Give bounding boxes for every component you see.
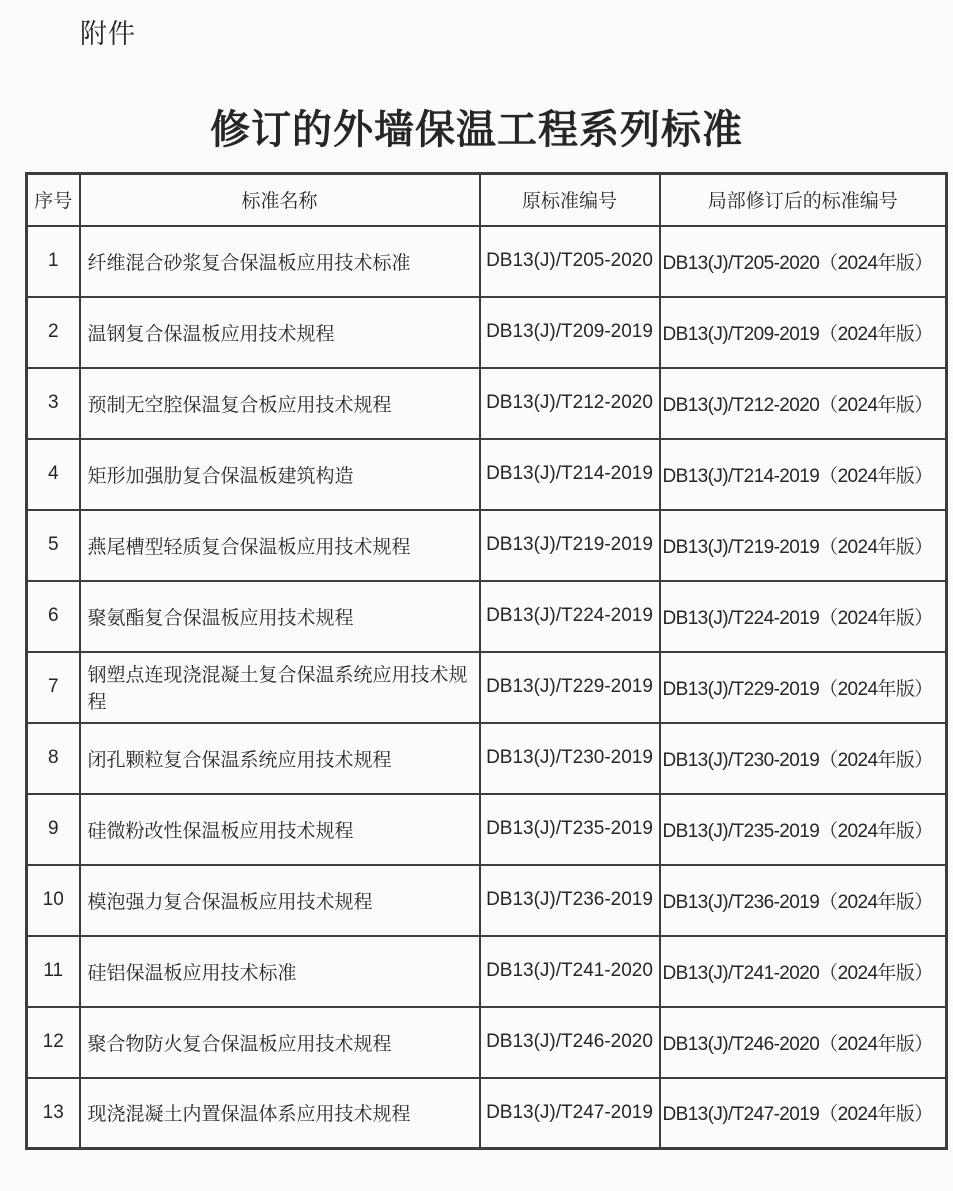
new-code-cell: DB13(J)/T247-2019（2024年版）: [660, 1078, 947, 1149]
row-number-cell: 5: [27, 510, 80, 581]
old-code-cell: DB13(J)/T247-2019: [480, 1078, 660, 1149]
table-row: [27, 794, 947, 865]
standard-name-cell: 硅微粉改性保温板应用技术规程: [80, 794, 480, 865]
table-row: [27, 297, 947, 368]
standard-name-cell: 模泡强力复合保温板应用技术规程: [80, 865, 480, 936]
old-code-cell: DB13(J)/T219-2019: [480, 510, 660, 581]
old-code-cell: DB13(J)/T229-2019: [480, 652, 660, 723]
standard-name-cell: 硅铝保温板应用技术标准: [80, 936, 480, 1007]
old-code-cell: DB13(J)/T241-2020: [480, 936, 660, 1007]
table-header: [27, 174, 947, 226]
table-row: [27, 368, 947, 439]
old-code-cell: DB13(J)/T212-2020: [480, 368, 660, 439]
standard-name-cell: 温钢复合保温板应用技术规程: [80, 297, 480, 368]
old-code-cell: DB13(J)/T230-2019: [480, 723, 660, 794]
standard-name-cell: 燕尾槽型轻质复合保温板应用技术规程: [80, 510, 480, 581]
table-row: [27, 1007, 947, 1078]
row-number-cell: 7: [27, 652, 80, 723]
standard-name-cell: 聚氨酯复合保温板应用技术规程: [80, 581, 480, 652]
col-header-serial: 序号: [27, 174, 80, 226]
row-number-cell: 12: [27, 1007, 80, 1078]
table-row: [27, 936, 947, 1007]
row-number-cell: 6: [27, 581, 80, 652]
row-number-cell: 11: [27, 936, 80, 1007]
standard-name-cell: 现浇混凝土内置保温体系应用技术规程: [80, 1078, 480, 1149]
new-code-cell: DB13(J)/T212-2020（2024年版）: [660, 368, 947, 439]
table-row: [27, 439, 947, 510]
col-header-revised-code: 局部修订后的标准编号: [660, 174, 947, 226]
old-code-cell: DB13(J)/T205-2020: [480, 226, 660, 297]
row-number-cell: 3: [27, 368, 80, 439]
header-row: [27, 174, 947, 226]
new-code-cell: DB13(J)/T229-2019（2024年版）: [660, 652, 947, 723]
old-code-cell: DB13(J)/T209-2019: [480, 297, 660, 368]
standards-table: [25, 172, 948, 1150]
table-row: [27, 581, 947, 652]
standard-name-cell: 矩形加强肋复合保温板建筑构造: [80, 439, 480, 510]
new-code-cell: DB13(J)/T214-2019（2024年版）: [660, 439, 947, 510]
old-code-cell: DB13(J)/T214-2019: [480, 439, 660, 510]
table-body: [27, 226, 947, 1149]
new-code-cell: DB13(J)/T246-2020（2024年版）: [660, 1007, 947, 1078]
row-number-cell: 4: [27, 439, 80, 510]
new-code-cell: DB13(J)/T235-2019（2024年版）: [660, 794, 947, 865]
old-code-cell: DB13(J)/T236-2019: [480, 865, 660, 936]
old-code-cell: DB13(J)/T235-2019: [480, 794, 660, 865]
new-code-cell: DB13(J)/T241-2020（2024年版）: [660, 936, 947, 1007]
standard-name-cell: 闭孔颗粒复合保温系统应用技术规程: [80, 723, 480, 794]
table-row: [27, 1078, 947, 1149]
row-number-cell: 9: [27, 794, 80, 865]
row-number-cell: 2: [27, 297, 80, 368]
table-row: [27, 652, 947, 723]
new-code-cell: DB13(J)/T224-2019（2024年版）: [660, 581, 947, 652]
row-number-cell: 8: [27, 723, 80, 794]
standard-name-cell: 纤维混合砂浆复合保温板应用技术标准: [80, 226, 480, 297]
col-header-standard-name: 标准名称: [80, 174, 480, 226]
new-code-cell: DB13(J)/T236-2019（2024年版）: [660, 865, 947, 936]
row-number-cell: 10: [27, 865, 80, 936]
new-code-cell: DB13(J)/T219-2019（2024年版）: [660, 510, 947, 581]
table-row: [27, 226, 947, 297]
new-code-cell: DB13(J)/T230-2019（2024年版）: [660, 723, 947, 794]
attachment-label: 附件: [80, 19, 136, 49]
table-row: [27, 723, 947, 794]
row-number-cell: 13: [27, 1078, 80, 1149]
table-row: [27, 865, 947, 936]
new-code-cell: DB13(J)/T209-2019（2024年版）: [660, 297, 947, 368]
old-code-cell: DB13(J)/T224-2019: [480, 581, 660, 652]
new-code-cell: DB13(J)/T205-2020（2024年版）: [660, 226, 947, 297]
row-number-cell: 1: [27, 226, 80, 297]
page-title: 修订的外墙保温工程系列标准: [210, 108, 743, 152]
old-code-cell: DB13(J)/T246-2020: [480, 1007, 660, 1078]
table-row: [27, 510, 947, 581]
standard-name-cell: 预制无空腔保温复合板应用技术规程: [80, 368, 480, 439]
standard-name-cell: 钢塑点连现浇混凝土复合保温系统应用技术规程: [80, 652, 480, 723]
standard-name-cell: 聚合物防火复合保温板应用技术规程: [80, 1007, 480, 1078]
col-header-original-code: 原标准编号: [480, 174, 660, 226]
